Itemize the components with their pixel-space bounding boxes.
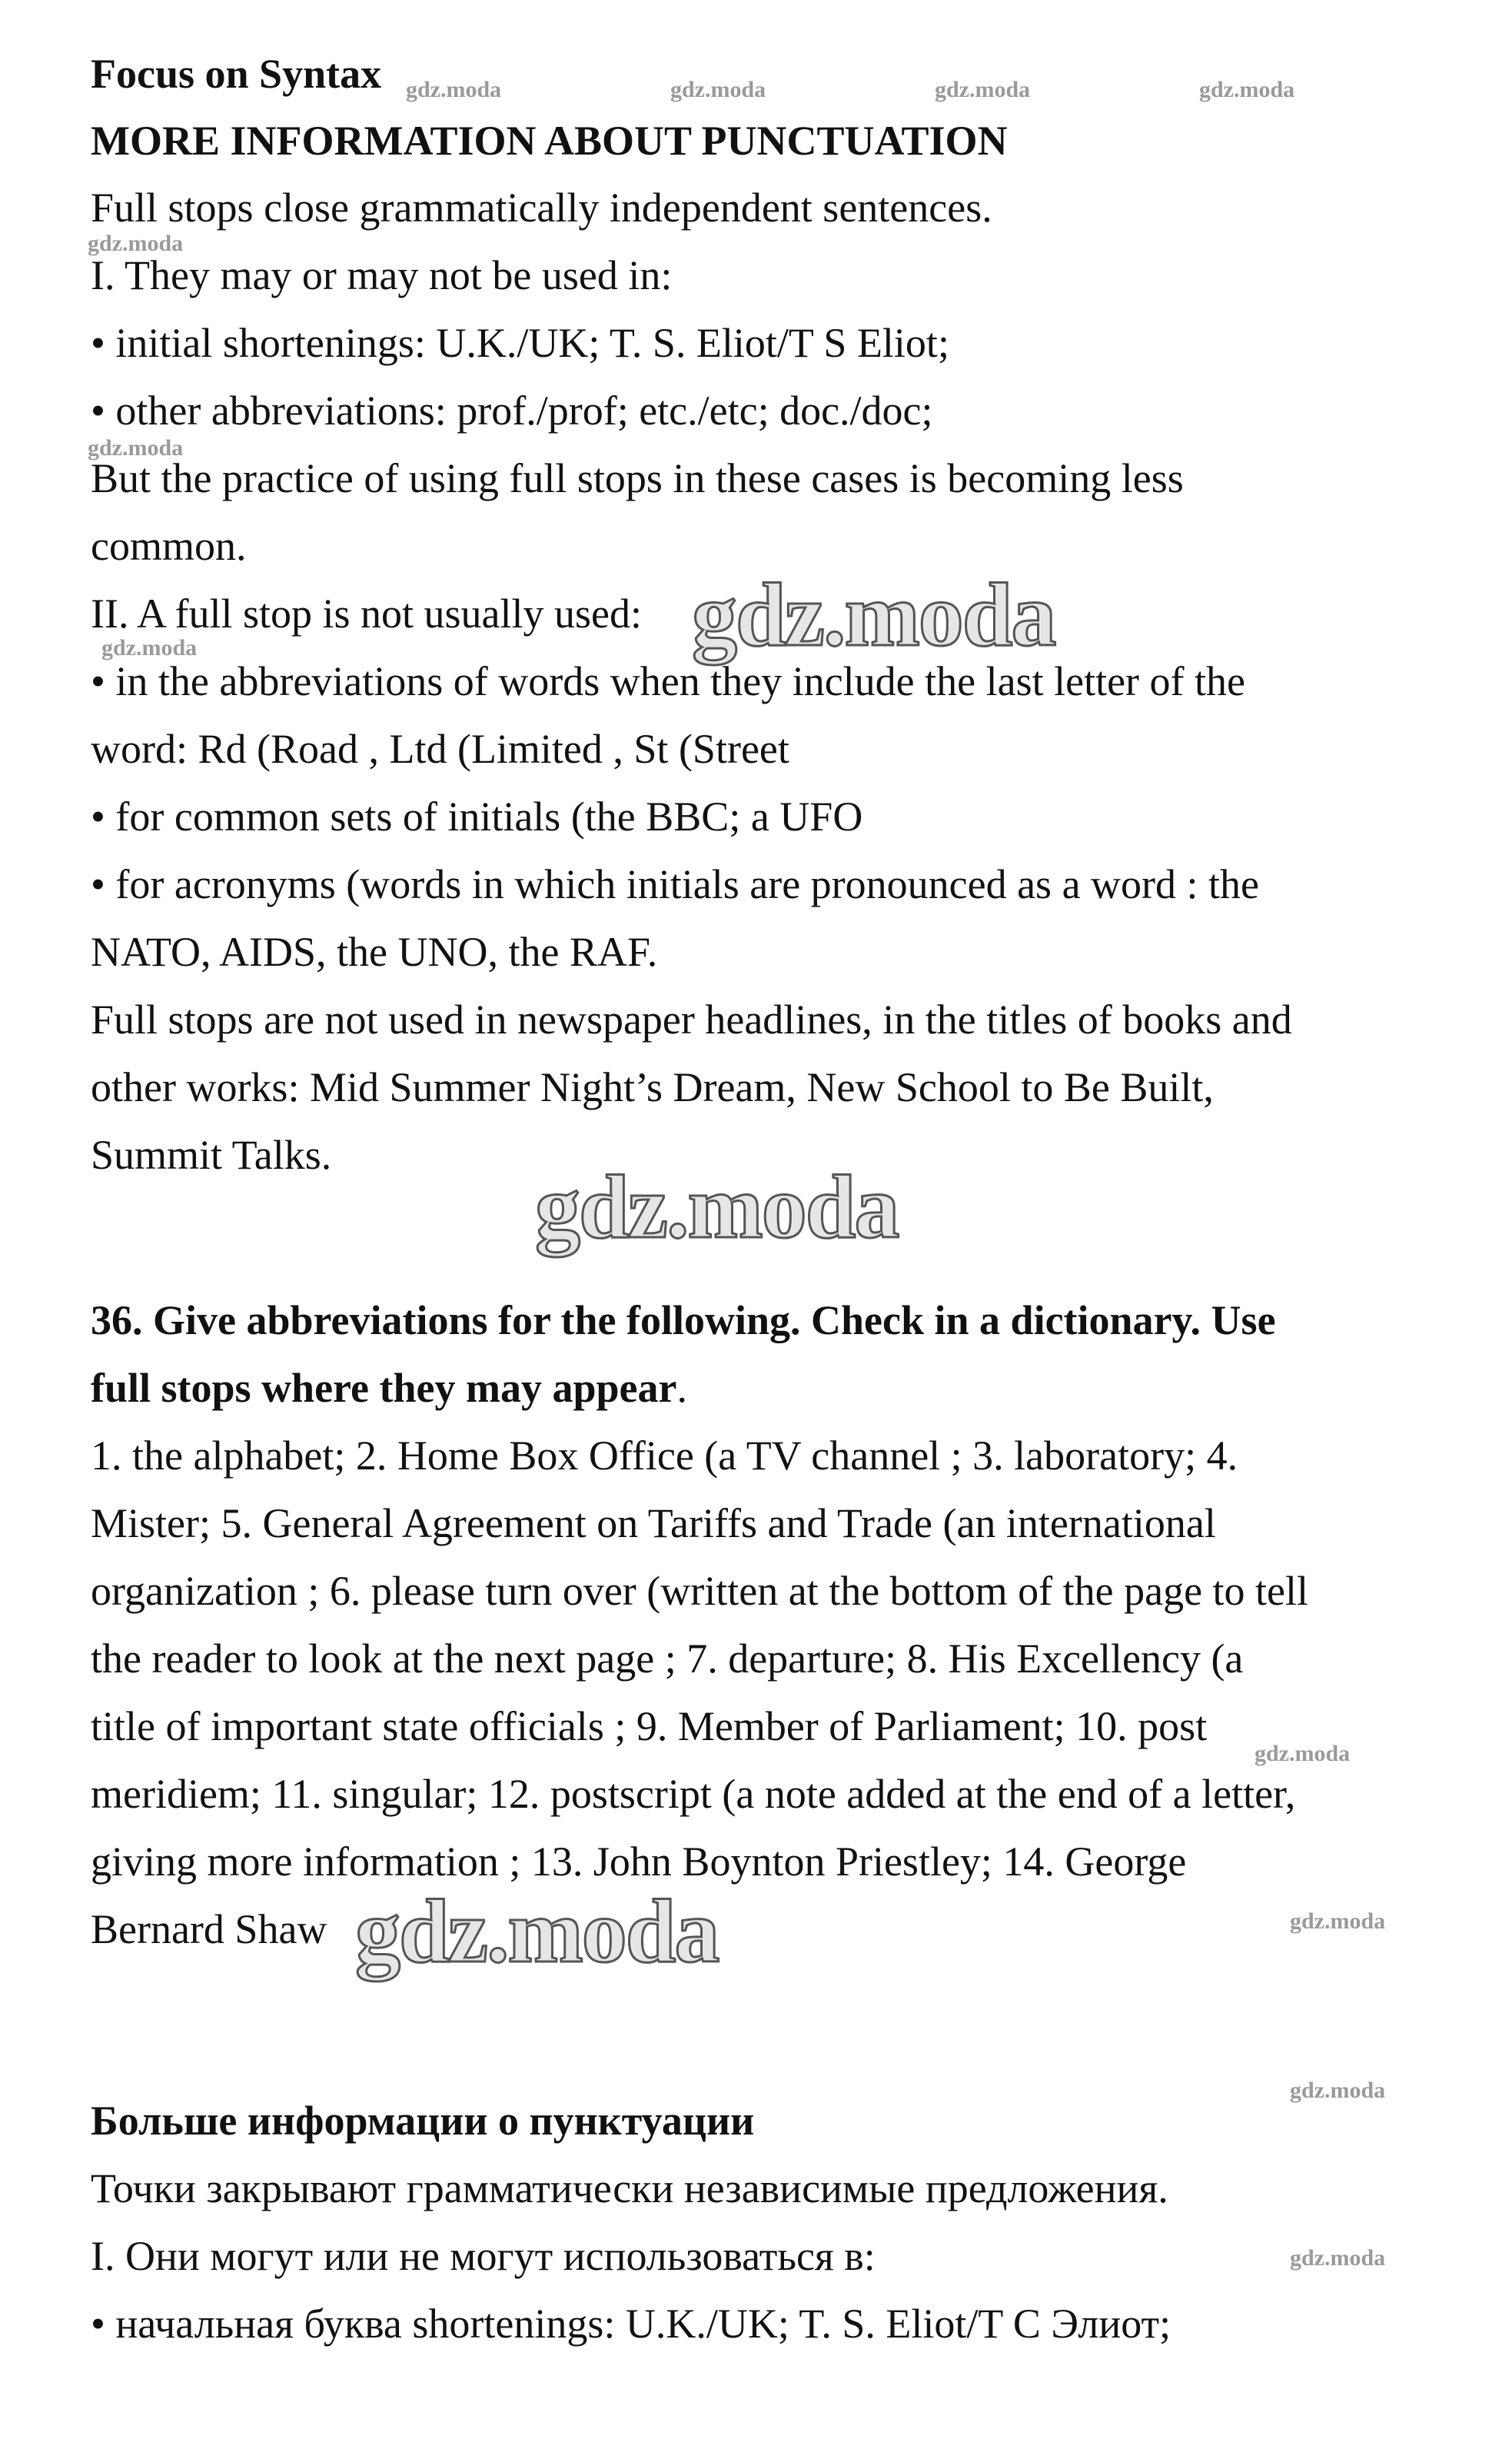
watermark-small: gdz.moda xyxy=(670,77,766,102)
exercise-title-period: . xyxy=(676,1365,687,1411)
watermark-small: gdz.moda xyxy=(935,77,1031,102)
exercise-line: title of important state officials ; 9. Member of Parliament; 10. post xyxy=(91,1703,1208,1749)
text-line: NATO, AIDS, the UNO, the RAF. xyxy=(91,929,658,975)
exercise-title-bold-part: full stops where they may appear xyxy=(91,1365,677,1411)
text-line: • for acronyms (words in which initials are pronounced as a word : the xyxy=(91,861,1259,907)
watermark-small: gdz.moda xyxy=(1290,2078,1386,2103)
text-line: Full stops are not used in newspaper headlines, in the titles of books and xyxy=(91,997,1292,1043)
text-line: • other abbreviations: prof./prof; etc./etc; doc./doc; xyxy=(91,388,933,434)
exercise-line: organization ; 6. please turn over (written at the bottom of the page to tell xyxy=(91,1568,1309,1614)
text-line: Full stops close grammatically independent sentences. xyxy=(91,185,992,231)
heading-more-information: MORE INFORMATION ABOUT PUNCTUATION xyxy=(91,118,1008,164)
exercise-line: Bernard Shaw xyxy=(91,1906,327,1952)
exercise-line: meridiem; 11. singular; 12. postscript (a note added at the end of a letter, xyxy=(91,1771,1296,1817)
exercise-line: giving more information ; 13. John Boynton Priestley; 14. George xyxy=(91,1838,1187,1885)
text-line: II. A full stop is not usually used: xyxy=(91,591,643,637)
text-line: • in the abbreviations of words when they include the last letter of the xyxy=(91,658,1245,704)
russian-line: Точки закрывают грамматически независимые предложения. xyxy=(91,2165,1168,2211)
text-line: word: Rd (Road , Ltd (Limited , St (Street xyxy=(91,726,789,772)
exercise-title: 36. Give abbreviations for the following. Check in a dictionary. Use xyxy=(91,1297,1276,1343)
heading-focus-on-syntax: Focus on Syntax xyxy=(91,51,382,97)
text-line: common. xyxy=(91,523,247,569)
exercise-title-line2 xyxy=(91,1363,687,1413)
watermark-large: gdz.moda xyxy=(355,1881,719,1981)
text-line: But the practice of using full stops in these cases is becoming less xyxy=(91,455,1184,501)
text-line: I. They may or may not be used in: xyxy=(91,252,673,298)
exercise-line: Mister; 5. General Agreement on Tariffs and Trade (an international xyxy=(91,1500,1216,1546)
watermark-small: gdz.moda xyxy=(406,77,502,102)
exercise-line: 1. the alphabet; 2. Home Box Office (a TV channel ; 3. laboratory; 4. xyxy=(91,1432,1238,1479)
watermark-small: gdz.moda xyxy=(101,635,198,660)
watermark-small: gdz.moda xyxy=(88,231,184,256)
russian-line: I. Они могут или не могут использоваться в: xyxy=(91,2233,876,2279)
watermark-small: gdz.moda xyxy=(1254,1741,1351,1766)
watermark-large: gdz.moda xyxy=(692,564,1055,665)
russian-line: • начальная буква shortenings: U.K./UK; T. S. Eliot/T С Элиот; xyxy=(91,2301,1171,2347)
watermark-large: gdz.moda xyxy=(535,1156,899,1257)
text-line: other works: Mid Summer Night’s Dream, New School to Be Built, xyxy=(91,1064,1214,1110)
watermark-small: gdz.moda xyxy=(1199,77,1295,102)
watermark-small: gdz.moda xyxy=(1290,1908,1386,1934)
watermark-small: gdz.moda xyxy=(88,435,184,461)
exercise-line: the reader to look at the next page ; 7. departure; 8. His Excellency (a xyxy=(91,1635,1244,1682)
text-line: • for common sets of initials (the BBC; a UFO xyxy=(91,794,863,840)
watermark-small: gdz.moda xyxy=(1290,2245,1386,2271)
text-line: • initial shortenings: U.K./UK; T. S. Eliot/T S Eliot; xyxy=(91,320,949,366)
russian-heading: Больше информации о пунктуации xyxy=(91,2098,755,2144)
text-line: Summit Talks. xyxy=(91,1132,332,1178)
